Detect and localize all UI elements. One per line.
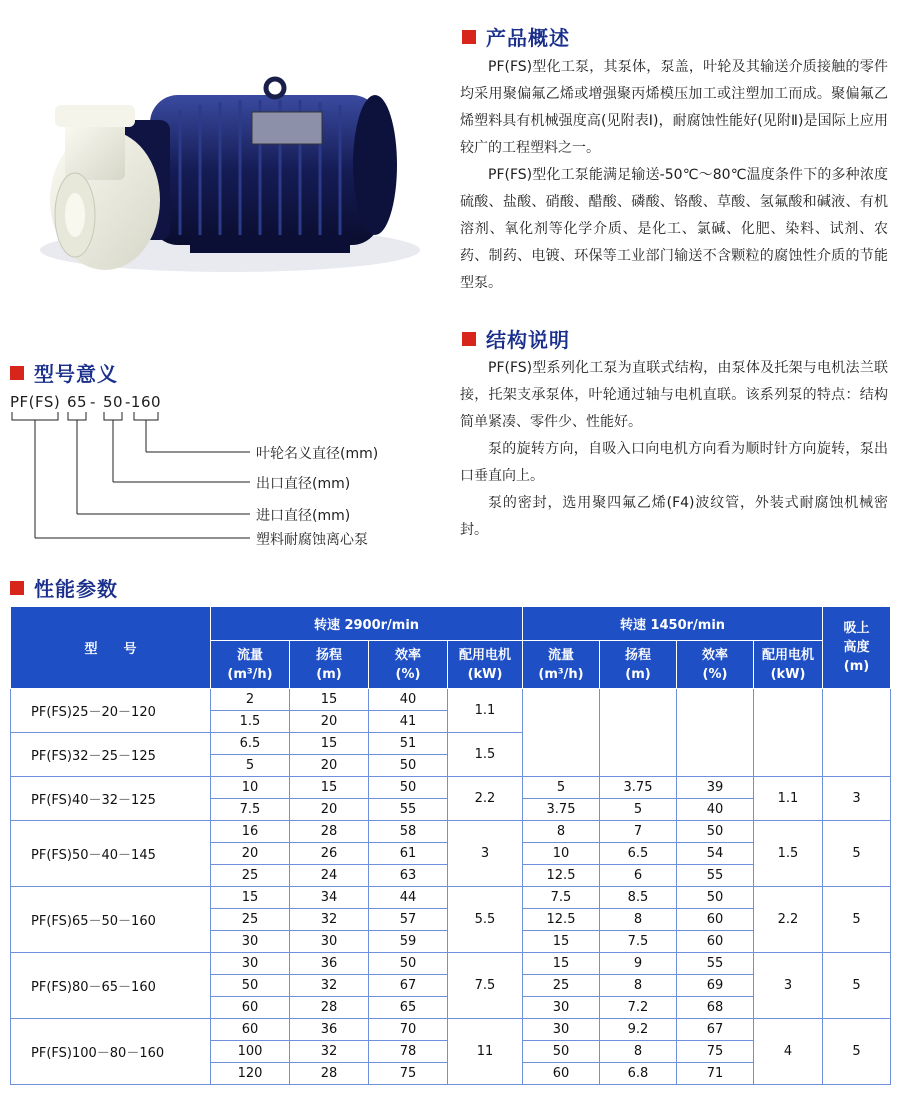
cell-2900-flow: 2 (211, 689, 290, 711)
cell-2900-head: 28 (290, 997, 369, 1019)
header-line: 效率 (394, 647, 421, 663)
model-meaning-title: 型号意义 (34, 362, 118, 386)
model-cell: PF(FS)80－65－160 (11, 953, 211, 1019)
header-line: (kW) (770, 666, 806, 682)
cell-2900-flow: 60 (211, 1019, 290, 1041)
cell-2900-head: 20 (290, 755, 369, 777)
cell-2900-flow: 120 (211, 1063, 290, 1085)
cell-2900-efficiency: 44 (369, 887, 448, 909)
pump-motor-illustration (0, 0, 440, 300)
cell-2900-motor: 7.5 (448, 953, 523, 1019)
header-line: 扬程 (624, 647, 651, 663)
overview-header (462, 22, 570, 51)
cell-2900-efficiency: 55 (369, 799, 448, 821)
header-suction-height (823, 607, 891, 689)
cell-1450-flow: 5 (523, 777, 600, 799)
cell-2900-head: 32 (290, 975, 369, 997)
cell-1450-empty (523, 689, 600, 777)
cell-1450-empty (677, 689, 754, 777)
table-row (11, 1019, 891, 1041)
cell-1450-head: 6.5 (600, 843, 677, 865)
cell-1450-empty (754, 689, 823, 777)
cell-2900-head: 15 (290, 777, 369, 799)
cell-2900-head: 30 (290, 931, 369, 953)
cell-suction-empty (823, 689, 891, 777)
cell-suction: 5 (823, 953, 891, 1019)
cell-1450-flow: 15 (523, 953, 600, 975)
performance-table-body (11, 689, 891, 1085)
cell-1450-efficiency: 69 (677, 975, 754, 997)
cell-2900-efficiency: 50 (369, 777, 448, 799)
header-model: 型 号 (11, 607, 211, 689)
cell-2900-efficiency: 59 (369, 931, 448, 953)
cell-2900-flow: 16 (211, 821, 290, 843)
header-motor (754, 641, 823, 689)
cell-1450-head: 8.5 (600, 887, 677, 909)
cell-1450-efficiency: 54 (677, 843, 754, 865)
cell-1450-empty (600, 689, 677, 777)
cell-1450-flow: 50 (523, 1041, 600, 1063)
code-inlet: 65 (67, 393, 88, 411)
cell-2900-flow: 60 (211, 997, 290, 1019)
section-marker-icon (462, 332, 476, 346)
structure-paragraph: PF(FS)型系列化工泵为直联式结构，由泵体及托架与电机法兰联接，托架支承泵体，叶轮通过轴与电机直联。该系列泵的特点：结构简单紧凑、零件少、性能好。 (460, 360, 888, 430)
cell-1450-head: 7.5 (600, 931, 677, 953)
cell-2900-flow: 6.5 (211, 733, 290, 755)
cell-1450-head: 5 (600, 799, 677, 821)
cell-2900-efficiency: 57 (369, 909, 448, 931)
cell-1450-motor: 2.2 (754, 887, 823, 953)
header-motor (448, 641, 523, 689)
model-diagram-lines (0, 410, 260, 550)
cell-1450-flow: 60 (523, 1063, 600, 1085)
structure-title: 结构说明 (486, 328, 570, 352)
cell-2900-motor: 5.5 (448, 887, 523, 953)
cell-1450-efficiency: 71 (677, 1063, 754, 1085)
cell-1450-efficiency: 55 (677, 865, 754, 887)
code-impeller: -160 (125, 393, 162, 411)
cell-2900-efficiency: 58 (369, 821, 448, 843)
section-marker-icon (462, 30, 476, 44)
cell-2900-efficiency: 70 (369, 1019, 448, 1041)
cell-2900-motor: 1.1 (448, 689, 523, 733)
cell-1450-head: 8 (600, 975, 677, 997)
cell-suction: 5 (823, 1019, 891, 1085)
header-head (600, 641, 677, 689)
label-inlet-diameter: 进口直径(mm) (256, 508, 351, 524)
cell-2900-flow: 5 (211, 755, 290, 777)
cell-1450-flow: 12.5 (523, 865, 600, 887)
model-meaning-header (10, 358, 118, 387)
product-photo (0, 0, 440, 300)
cell-2900-flow: 50 (211, 975, 290, 997)
model-cell: PF(FS)25－20－120 (11, 689, 211, 733)
cell-1450-efficiency: 68 (677, 997, 754, 1019)
header-line: (m) (316, 666, 342, 682)
model-cell: PF(FS)32－25－125 (11, 733, 211, 777)
cell-2900-efficiency: 67 (369, 975, 448, 997)
cell-2900-efficiency: 63 (369, 865, 448, 887)
cell-1450-flow: 12.5 (523, 909, 600, 931)
header-line: 配用电机 (761, 647, 814, 663)
structure-header (462, 324, 570, 353)
header-line: 流量 (547, 647, 574, 663)
code-outlet: 50 (103, 393, 124, 411)
model-cell: PF(FS)50－40－145 (11, 821, 211, 887)
header-flow (523, 641, 600, 689)
cell-1450-flow: 15 (523, 931, 600, 953)
structure-paragraph: 泵的旋转方向，自吸入口向电机方向看为顺时针方向旋转，泵出口垂直向上。 (460, 441, 888, 484)
cell-2900-head: 15 (290, 733, 369, 755)
header-line: 配用电机 (458, 647, 511, 663)
cell-2900-efficiency: 50 (369, 953, 448, 975)
header-head (290, 641, 369, 689)
cell-1450-motor: 1.5 (754, 821, 823, 887)
performance-title: 性能参数 (34, 577, 118, 601)
cell-1450-head: 9 (600, 953, 677, 975)
structure-paragraph: 泵的密封，选用聚四氟乙烯(F4)波纹管，外装式耐腐蚀机械密封。 (460, 495, 888, 538)
cell-suction: 5 (823, 887, 891, 953)
cell-1450-flow: 3.75 (523, 799, 600, 821)
code-series: PF(FS) (10, 393, 61, 411)
cell-1450-flow: 30 (523, 1019, 600, 1041)
header-line: 效率 (701, 647, 728, 663)
cell-1450-head: 3.75 (600, 777, 677, 799)
header-line: (%) (702, 666, 728, 682)
table-row (11, 689, 891, 711)
cell-1450-flow: 30 (523, 997, 600, 1019)
cell-1450-efficiency: 50 (677, 887, 754, 909)
structure-text (460, 355, 888, 544)
header-line: 流量 (236, 647, 263, 663)
cell-suction: 5 (823, 821, 891, 887)
label-pump-type: 塑料耐腐蚀离心泵 (256, 532, 368, 548)
cell-2900-efficiency: 65 (369, 997, 448, 1019)
cell-2900-flow: 7.5 (211, 799, 290, 821)
header-speed-2900: 转速 2900r/min (211, 607, 523, 641)
cell-2900-motor: 1.5 (448, 733, 523, 777)
overview-title: 产品概述 (486, 26, 570, 50)
header-suction-line: (m) (843, 659, 870, 674)
cell-2900-efficiency: 51 (369, 733, 448, 755)
table-row (11, 821, 891, 843)
cell-2900-flow: 20 (211, 843, 290, 865)
cell-2900-flow: 30 (211, 931, 290, 953)
cell-2900-head: 20 (290, 799, 369, 821)
cell-2900-head: 15 (290, 689, 369, 711)
section-marker-icon (10, 366, 24, 380)
cell-1450-efficiency: 40 (677, 799, 754, 821)
label-outlet-diameter: 出口直径(mm) (256, 476, 351, 492)
cell-1450-head: 8 (600, 1041, 677, 1063)
header-flow (211, 641, 290, 689)
cell-1450-efficiency: 75 (677, 1041, 754, 1063)
cell-1450-motor: 3 (754, 953, 823, 1019)
cell-2900-flow: 25 (211, 909, 290, 931)
overview-text (460, 54, 888, 297)
cell-1450-efficiency: 60 (677, 909, 754, 931)
model-cell: PF(FS)40－32－125 (11, 777, 211, 821)
cell-1450-head: 6.8 (600, 1063, 677, 1085)
cell-1450-flow: 7.5 (523, 887, 600, 909)
cell-2900-head: 32 (290, 1041, 369, 1063)
cell-2900-flow: 1.5 (211, 711, 290, 733)
header-line: (m³/h) (227, 666, 273, 682)
cell-2900-efficiency: 78 (369, 1041, 448, 1063)
cell-1450-efficiency: 39 (677, 777, 754, 799)
cell-2900-head: 28 (290, 1063, 369, 1085)
model-cell: PF(FS)65－50－160 (11, 887, 211, 953)
cell-2900-head: 34 (290, 887, 369, 909)
cell-2900-head: 36 (290, 953, 369, 975)
cell-1450-motor: 4 (754, 1019, 823, 1085)
cell-1450-flow: 10 (523, 843, 600, 865)
cell-2900-efficiency: 75 (369, 1063, 448, 1085)
cell-2900-flow: 100 (211, 1041, 290, 1063)
cell-1450-head: 8 (600, 909, 677, 931)
cell-1450-head: 6 (600, 865, 677, 887)
cell-2900-head: 24 (290, 865, 369, 887)
table-row (11, 777, 891, 799)
cell-2900-flow: 15 (211, 887, 290, 909)
cell-1450-efficiency: 55 (677, 953, 754, 975)
cell-1450-motor: 1.1 (754, 777, 823, 821)
cell-2900-flow: 10 (211, 777, 290, 799)
cell-1450-head: 7.2 (600, 997, 677, 1019)
cell-2900-head: 32 (290, 909, 369, 931)
overview-paragraph: PF(FS)型化工泵，其泵体，泵盖，叶轮及其输送介质接触的零件均采用聚偏氟乙烯或增强聚丙烯模压加工或注塑加工而成。聚偏氟乙烯塑料具有机械强度高(见附表Ⅰ)，耐腐蚀性能好(见附Ⅱ)是国际上应用较广的工程塑料之一。 (460, 59, 888, 156)
overview-paragraph: PF(FS)型化工泵能满足输送-50℃～80℃温度条件下的多种浓度硫酸、盐酸、硝酸、醋酸、磷酸、铬酸、草酸、氢氟酸和碱液、有机溶剂、氧化剂等化学介质、是化工、氯碱、化肥、染料、试剂、农药、制药、电镀、环保等工业部门输送不含颗粒的腐蚀性介质的节能型泵。 (460, 167, 888, 291)
cell-2900-flow: 30 (211, 953, 290, 975)
cell-2900-head: 36 (290, 1019, 369, 1041)
header-suction-line: 吸上 (843, 621, 870, 636)
cell-2900-efficiency: 41 (369, 711, 448, 733)
cell-1450-efficiency: 67 (677, 1019, 754, 1041)
cell-1450-flow: 8 (523, 821, 600, 843)
performance-header (10, 573, 118, 602)
cell-1450-head: 9.2 (600, 1019, 677, 1041)
header-speed-1450: 转速 1450r/min (523, 607, 823, 641)
label-impeller-diameter: 叶轮名义直径(mm) (256, 446, 379, 462)
section-marker-icon (10, 581, 24, 595)
cell-1450-efficiency: 60 (677, 931, 754, 953)
cell-2900-motor: 3 (448, 821, 523, 887)
cell-2900-efficiency: 50 (369, 755, 448, 777)
model-cell: PF(FS)100－80－160 (11, 1019, 211, 1085)
header-suction-line: 高度 (843, 640, 870, 655)
header-line: 扬程 (315, 647, 342, 663)
cell-suction: 3 (823, 777, 891, 821)
header-efficiency (677, 641, 754, 689)
cell-2900-head: 20 (290, 711, 369, 733)
cell-1450-flow: 25 (523, 975, 600, 997)
cell-2900-motor: 2.2 (448, 777, 523, 821)
cell-2900-head: 28 (290, 821, 369, 843)
cell-2900-motor: 11 (448, 1019, 523, 1085)
cell-2900-efficiency: 61 (369, 843, 448, 865)
code-dash: - (90, 393, 96, 411)
table-row (11, 887, 891, 909)
cell-2900-head: 26 (290, 843, 369, 865)
header-line: (m³/h) (538, 666, 584, 682)
cell-1450-efficiency: 50 (677, 821, 754, 843)
header-line: (kW) (467, 666, 503, 682)
table-row (11, 953, 891, 975)
cell-2900-efficiency: 40 (369, 689, 448, 711)
performance-table (10, 606, 891, 1085)
header-line: (m) (625, 666, 651, 682)
header-efficiency (369, 641, 448, 689)
cell-1450-head: 7 (600, 821, 677, 843)
cell-2900-flow: 25 (211, 865, 290, 887)
header-line: (%) (395, 666, 421, 682)
